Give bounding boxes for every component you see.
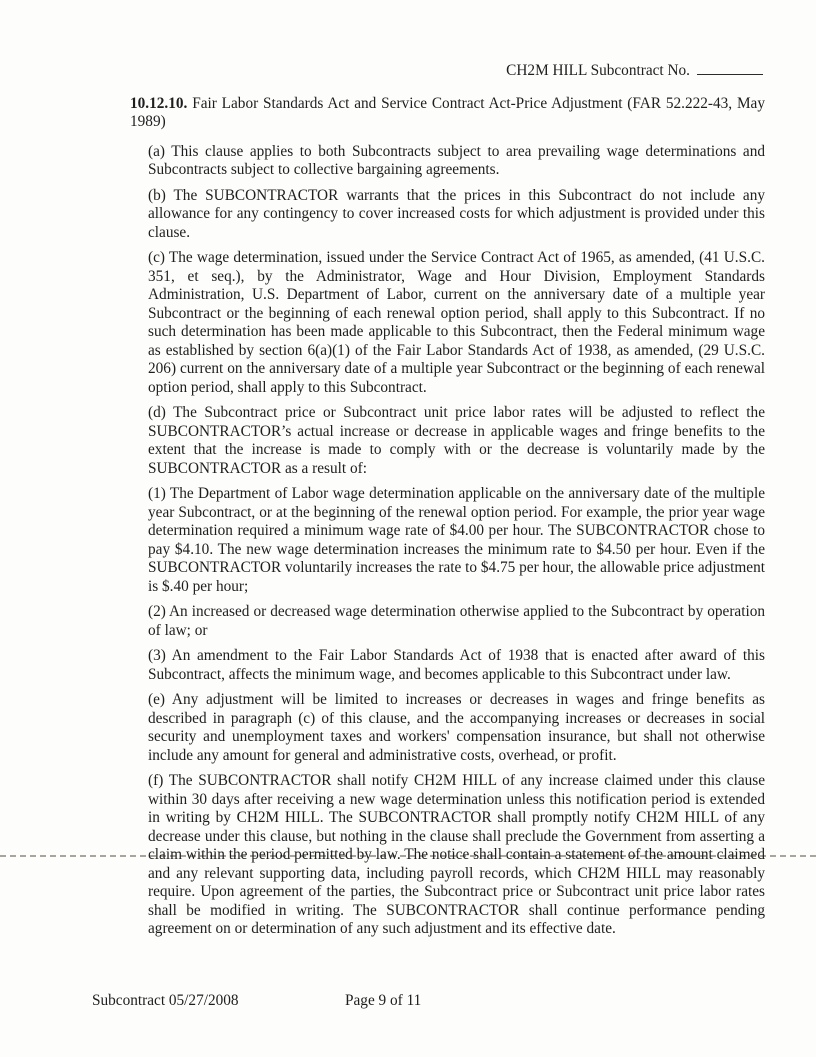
clause-paragraph-c: (c) The wage determination, issued under the Service Contract Act of 1965, as amended, (41 U.S.C. 351, et seq.), by the Administrator, Wage and Hour Division, Employment Standards Administration, U.S. Department of Labor, current on the anniversary date of a multiple year Subcontract or the beginning of each renewal option period, shall apply to this Subcontract. If no such determination has been made applicable to this Subcontract, then the Federal minimum wage as established by section 6(a)(1) of the Fair Labor Standards Act of 1938, as amended, (29 U.S.C. 206) current on the anniversary date of a multiple year Subcontract or the beginning of each renewal option period, shall apply to this Subcontract.: [148, 249, 765, 396]
section-heading: [130, 95, 765, 132]
clause-paragraph-3: (3) An amendment to the Fair Labor Standards Act of 1938 that is enacted after award of this Subcontract, affects the minimum wage, and becomes applicable to this Subcontract under law.: [148, 647, 765, 683]
document-header: [0, 0, 763, 81]
clause-paragraph-f: (f) The SUBCONTRACTOR shall notify CH2M HILL of any increase claimed under this clause within 30 days after receiving a new wage determination unless this notification period is extended in writing by CH2M HILL. The SUBCONTRACTOR shall promptly notify CH2M HILL of any decrease under this clause, but nothing in the clause shall preclude the Government from asserting a claim within the period permitted by law. The notice shall contain a statement of the amount claimed and any relevant supporting data, including payroll records, which CH2M HILL may reasonably require. Upon agreement of the parties, the Subcontract price or Subcontract unit price labor rates shall be modified in writing. The SUBCONTRACTOR shall continue performance pending agreement on or determination of any such adjustment and its effective date.: [148, 772, 765, 937]
clause-paragraph-a: (a) This clause applies to both Subcontracts subject to area prevailing wage determinations and Subcontracts subject to collective bargaining agreements.: [148, 142, 765, 178]
footer-page-number: Page 9 of 11: [345, 992, 422, 1009]
clause-paragraph-2: (2) An increased or decreased wage determination otherwise applied to the Subcontract by operation of law; or: [148, 603, 765, 639]
clause-paragraph-d: (d) The Subcontract price or Subcontract unit price labor rates will be adjusted to reflect the SUBCONTRACTOR’s actual increase or decrease in applicable wages and fringe benefits to the extent that the increase is made to comply with or the decrease is voluntarily made by the SUBCONTRACTOR as a result of:: [148, 404, 765, 477]
clause-paragraph-e: (e) Any adjustment will be limited to increases or decreases in wages and fringe benefits as described in paragraph (c) of this clause, and the accompanying increases or decreases in social security and unemployment taxes and workers' compensation insurance, but shall not otherwise include any amount for general and administrative costs, overhead, or profit.: [148, 691, 765, 764]
clause-paragraph-b: (b) The SUBCONTRACTOR warrants that the prices in this Subcontract do not include any allowance for any contingency to cover increased costs for which adjustment is provided under this clause.: [148, 186, 765, 241]
subcontract-no-blank: [697, 60, 763, 75]
clause-paragraph-1: (1) The Department of Labor wage determination applicable on the anniversary date of the multiple year Subcontract, or at the beginning of the renewal option period. For example, the prior year wage determination required a minimum wage rate of $4.00 per hour. The SUBCONTRACTOR chose to pay $4.10. The new wage determination increases the minimum rate to $4.50 per hour. Even if the SUBCONTRACTOR voluntarily increases the rate to $4.75 per hour, the allowable price adjustment is $.40 per hour;: [148, 485, 765, 595]
subcontract-no-label: CH2M HILL Subcontract No.: [506, 62, 690, 79]
clause-body: [148, 143, 765, 939]
section-title: Fair Labor Standards Act and Service Contract Act-Price Adjustment (FAR 52.222-43, May 1989): [130, 94, 765, 130]
footer-doc-version: Subcontract 05/27/2008: [92, 992, 239, 1009]
section-number: 10.12.10.: [130, 94, 188, 112]
